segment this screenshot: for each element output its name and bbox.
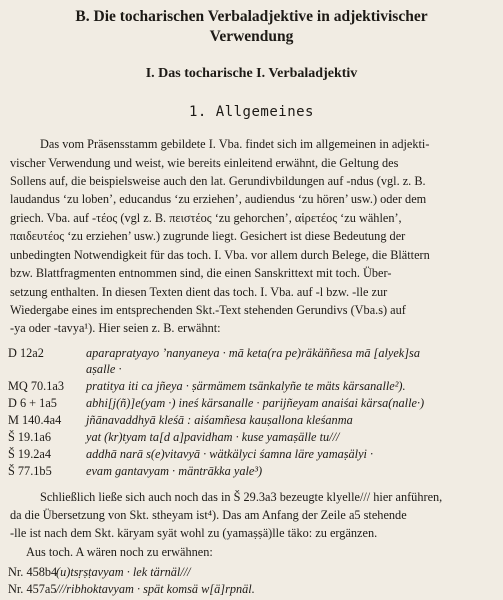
example-ref: Š 19.2a4 [8, 447, 52, 461]
example-ref: Š 77.1b5 [8, 464, 52, 478]
paragraph1-line: Sollens auf, die beispielsweise auch den lat. Gerundivbildungen auf -ndus (vgl. z. B. [10, 174, 426, 188]
paragraph1-line: griech. Vba. auf -τέος (vgl z. B. πειστέος ‘zu gehorchen’, αἱρετέος ‘zu wählen’, [10, 211, 402, 225]
example-text: jñānavaddhyā kleśā : aiśamñesa kauṣallona kleśanma [86, 413, 353, 427]
example-row-continuation [8, 362, 122, 377]
paragraph1-line: unbedingten Notwendigkeit für das toch. I. Vba. vor allem durch Belege, die Blättern [10, 248, 430, 262]
paragraph1-line: Wiedergabe eines im entsprechenden Skt.-Text stehenden Gerundivs (Vba.s) auf [10, 303, 406, 317]
paragraph1-line: setzung enthalten. In diesen Texten dient das toch. I. Vba. auf -l bzw. -lle zur [10, 285, 388, 299]
paragraph2-line: Schließlich ließe sich auch noch das in Š 29.3a3 bezeugte klyelle/// hier anführen, [40, 490, 443, 504]
paragraph2-line: -lle ist nach dem Skt. käryam syät wohl zu (yamaṣṣä)lle täko: zu ergänzen. [10, 526, 378, 540]
tail-example-ref: Nr. 457a5 [8, 582, 57, 596]
tail-example-row [8, 565, 191, 580]
example-ref: Š 19.1a6 [8, 430, 52, 444]
example-ref: MQ 70.1a3 [8, 379, 65, 393]
paragraph1-line: laudandus ‘zu loben’, educandus ‘zu erziehen’, audiendus ‘zu hören’ usw.) oder dem [10, 192, 427, 206]
paragraph1-line: vischer Verwendung und weist, wie bereits einleitend erwähnt, die Geltung des [10, 156, 399, 170]
example-row [8, 447, 373, 462]
example-text: evam gantavyam · mäntrākka yale³) [86, 464, 263, 478]
example-text: addhā narā s(e)vitavyā · wätkälyci śamna läre yamaṣälyi · [86, 447, 374, 461]
example-ref: D 12a2 [8, 346, 44, 360]
paragraph1-line: bzw. Blattfragmenten entnommen sind, die einen Sanskrittext mit toch. Über- [10, 266, 392, 280]
paragraph1-line: -ya oder -tavya¹). Hier seien z. B. erwähnt: [10, 321, 221, 335]
paragraph1-line: παιδευτέος ‘zu erziehen’ usw.) zugrunde liegt. Gesichert ist diese Bedeutung der [10, 229, 406, 243]
example-row [8, 413, 353, 428]
paragraph2-line: da die Übersetzung von Skt. stheyam ist⁴). Das am Anfang der Zeile a5 stehende [10, 508, 407, 522]
paragraph2-line: Aus toch. A wären noch zu erwähnen: [26, 545, 213, 559]
main-heading-line1: B. Die tocharischen Verbaladjektive in adjektivischer [75, 8, 428, 25]
main-heading-line2: Verwendung [209, 28, 294, 45]
example-row [8, 464, 262, 479]
tail-example-ref: Nr. 458b4 [8, 565, 58, 579]
subsection-heading: 1. Allgemeines [188, 104, 314, 120]
example-row [8, 396, 424, 411]
example-ref: D 6 + 1a5 [8, 396, 57, 410]
example-text: pratitya iti ca jñeya · ṣärmämem tsänkalyñe te mäts kärsanalle²). [86, 379, 406, 393]
example-row [8, 346, 420, 361]
tail-example-text: (u)tsṛṣṭavyam · lek tärnäl/// [56, 565, 191, 579]
example-row [8, 379, 406, 394]
example-text: aparapratyayo ’nanyaneya · mā keta(ra pe)räkäññesa mā [alyek]sa [86, 346, 420, 360]
paragraph1-line: Das vom Präsensstamm gebildete I. Vba. findet sich im allgemeinen in adjekti- [40, 137, 430, 151]
tail-example-row [8, 582, 255, 597]
example-text: abhi[j(ñ)]e(yam ·) ineś kärsanalle · parijñeyam anaiśai kärsa(nalle·) [86, 396, 425, 410]
example-text: yat (kr)tyam ta[d a]pavidham · kuse yamaṣälle tu/// [86, 430, 340, 444]
example-row [8, 430, 339, 445]
example-text-cont: aṣalle · [86, 362, 122, 376]
example-ref: M 140.4a4 [8, 413, 62, 427]
tail-example-text: ///ribhoktavyam · spät komsä w[ä]rpnäl. [56, 582, 255, 596]
section-heading: I. Das tocharische I. Verbaladjektiv [145, 66, 358, 81]
